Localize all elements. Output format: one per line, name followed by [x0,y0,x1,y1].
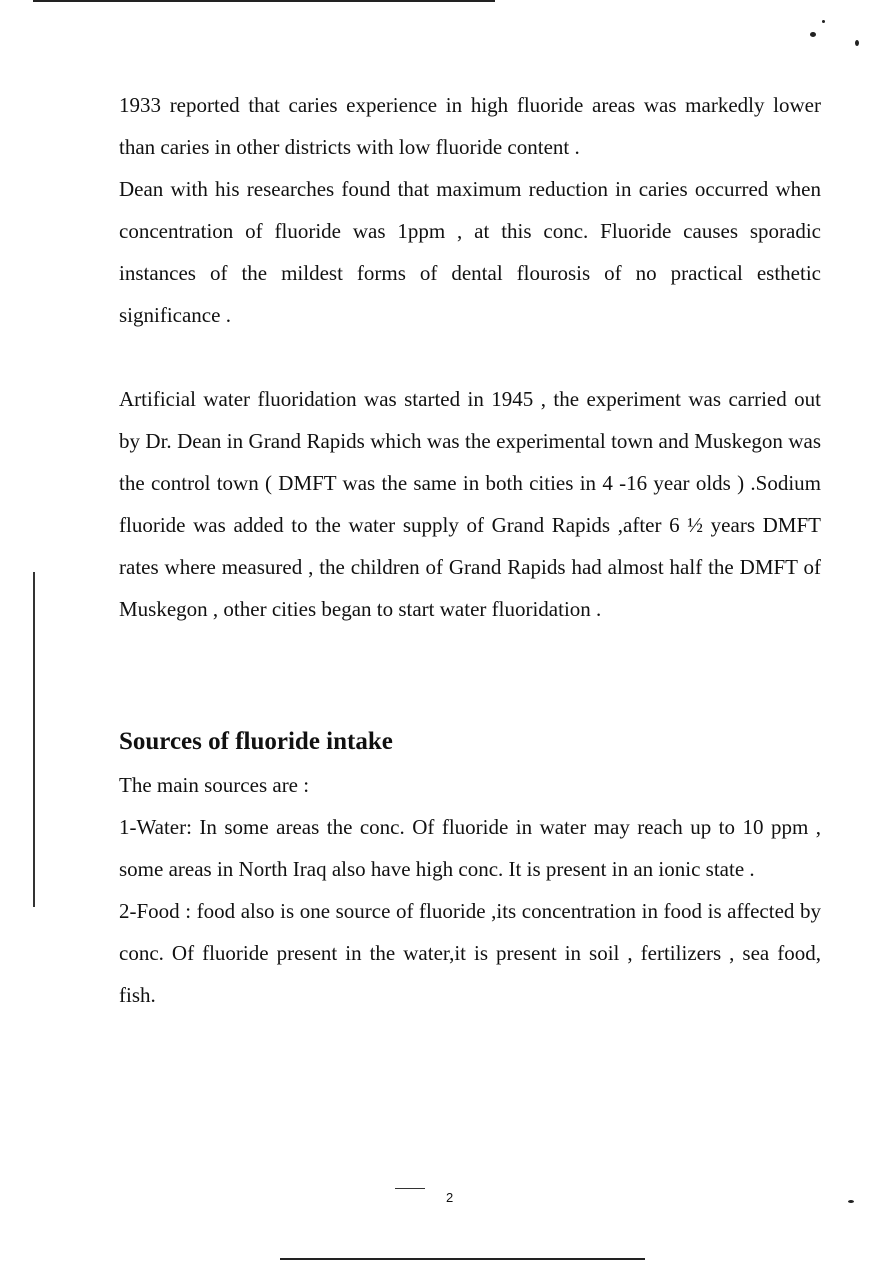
scan-speck [810,32,816,37]
list-item: 2-Food : food also is one source of fluoride ,its concentration in food is affected by conc. Of fluoride present in the water,it is present in soil , fertilizers , sea food, fish. [119,899,821,1007]
scan-speck [822,20,825,23]
section-intro: The main sources are : [119,773,310,797]
left-margin-line [33,572,35,907]
paragraph: 1933 reported that caries experience in high fluoride areas was markedly lower than caries in other districts with low fluoride content . [119,93,821,159]
page-number-dash [395,1188,425,1189]
paragraph: Dean with his researches found that maximum reduction in caries occurred when concentration of fluoride was 1ppm , at this conc. Fluoride causes sporadic instances of the mildest forms of dental flourosis of no practical esthetic significance . [119,177,821,327]
page-number: 2 [446,1190,454,1205]
scan-speck [848,1200,854,1203]
bottom-border-line [280,1258,645,1260]
page-content [119,84,821,1016]
section-heading: Sources of fluoride intake [119,728,393,755]
list-item: 1-Water: In some areas the conc. Of fluoride in water may reach up to 10 ppm , some areas in North Iraq also have high conc. It is present in an ionic state . [119,815,821,881]
paragraph: Artificial water fluoridation was started in 1945 , the experiment was carried out by Dr. Dean in Grand Rapids which was the experimental town and Muskegon was the control town ( DMFT was the same in both cities in 4 -16 year olds ) .Sodium fluoride was added to the water supply of Grand Rapids ,after 6 ½ years DMFT rates where measured , the children of Grand Rapids had almost half the DMFT of Muskegon , other cities began to start water fluoridation . [119,387,821,621]
top-border-line [33,0,495,2]
scan-speck [855,40,859,46]
